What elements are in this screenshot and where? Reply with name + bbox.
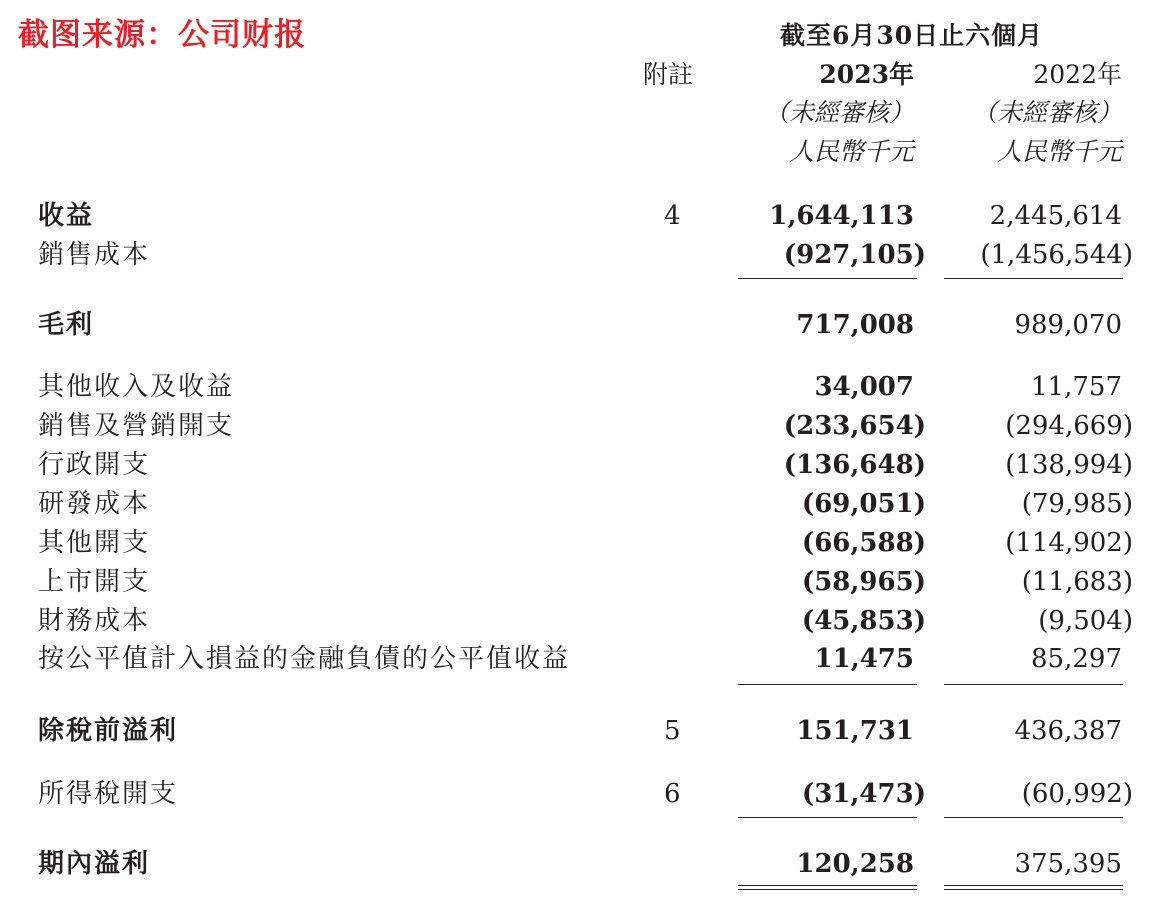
subtotal-rule-2023 — [738, 817, 917, 818]
row-label-income-tax: 所得稅開支 — [38, 779, 179, 809]
row-2022-selling-expenses: (294,669) — [1005, 411, 1133, 441]
row-2022-rnd-costs: (79,985) — [1021, 489, 1133, 519]
year-2022-header: 2022年 — [1033, 60, 1122, 89]
row-note-profit-before-tax: 5 — [664, 716, 681, 746]
row-2023-finance-costs: (45,853) — [801, 606, 926, 636]
row-2023-selling-expenses: (233,654) — [783, 411, 926, 441]
row-2023-listing-expenses: (58,965) — [801, 567, 926, 597]
row-label-finance-costs: 財務成本 — [38, 606, 151, 636]
row-2023-gross-profit: 717,008 — [796, 310, 914, 340]
row-2022-other-income: 11,757 — [1031, 372, 1122, 402]
subtotal-rule-2023 — [738, 278, 917, 279]
row-label-profit-for-period: 期內溢利 — [38, 849, 151, 879]
subtotal-rule-2022 — [944, 817, 1123, 818]
row-2023-cost-of-sales: (927,105) — [783, 240, 926, 270]
row-2023-other-income: 34,007 — [814, 372, 914, 402]
row-2022-profit-for-period: 375,395 — [1014, 849, 1122, 879]
subtotal-rule-2022 — [944, 278, 1123, 279]
period-header: 截至6月30日止六個月 — [780, 21, 1044, 50]
row-2023-rnd-costs: (69,051) — [801, 489, 926, 519]
row-label-selling-expenses: 銷售及營銷開支 — [38, 411, 235, 441]
row-2022-revenue: 2,445,614 — [989, 201, 1122, 231]
row-label-listing-expenses: 上市開支 — [38, 567, 151, 597]
row-label-rnd-costs: 研發成本 — [38, 489, 151, 519]
row-note-income-tax: 6 — [664, 779, 681, 809]
row-2023-profit-for-period: 120,258 — [796, 849, 914, 879]
row-2022-gross-profit: 989,070 — [1014, 310, 1122, 340]
unit-2023-label: 人民幣千元 — [788, 137, 914, 166]
row-2022-income-tax: (60,992) — [1021, 779, 1133, 809]
note-column-header: 附註 — [643, 60, 694, 89]
row-label-cost-of-sales: 銷售成本 — [38, 240, 151, 270]
row-note-revenue: 4 — [664, 201, 681, 231]
row-label-profit-before-tax: 除稅前溢利 — [38, 716, 179, 746]
row-2023-other-expenses: (66,588) — [801, 528, 926, 558]
row-label-revenue: 收益 — [38, 201, 95, 231]
subtotal-rule-2022 — [944, 684, 1123, 685]
subtotal-rule-2023 — [738, 684, 917, 685]
row-2022-admin-expenses: (138,994) — [1005, 450, 1133, 480]
row-label-other-expenses: 其他開支 — [38, 528, 151, 558]
row-label-other-income: 其他收入及收益 — [38, 372, 235, 402]
row-2023-admin-expenses: (136,648) — [783, 450, 926, 480]
row-2022-other-expenses: (114,902) — [1005, 528, 1133, 558]
row-2023-profit-before-tax: 151,731 — [796, 716, 914, 746]
total-double-rule-2023 — [738, 885, 917, 890]
audit-2023-label: （未經審核） — [763, 98, 914, 127]
row-label-fair-value-gains: 按公平值計入損益的金融負債的公平值收益 — [38, 644, 571, 674]
row-2022-listing-expenses: (11,683) — [1021, 567, 1133, 597]
row-2023-fair-value-gains: 11,475 — [814, 644, 914, 674]
unit-2022-label: 人民幣千元 — [996, 137, 1122, 166]
row-2023-revenue: 1,644,113 — [769, 201, 914, 231]
row-label-gross-profit: 毛利 — [38, 310, 95, 340]
total-double-rule-2022 — [944, 885, 1123, 890]
audit-2022-label: （未經審核） — [971, 98, 1122, 127]
row-2022-cost-of-sales: (1,456,544) — [980, 240, 1133, 270]
row-2022-profit-before-tax: 436,387 — [1014, 716, 1122, 746]
row-2022-finance-costs: (9,504) — [1038, 606, 1133, 636]
row-2022-fair-value-gains: 85,297 — [1031, 644, 1122, 674]
row-2023-income-tax: (31,473) — [801, 779, 926, 809]
row-label-admin-expenses: 行政開支 — [38, 450, 151, 480]
source-caption: 截图来源：公司财报 — [18, 17, 306, 53]
year-2023-header: 2023年 — [819, 60, 914, 89]
